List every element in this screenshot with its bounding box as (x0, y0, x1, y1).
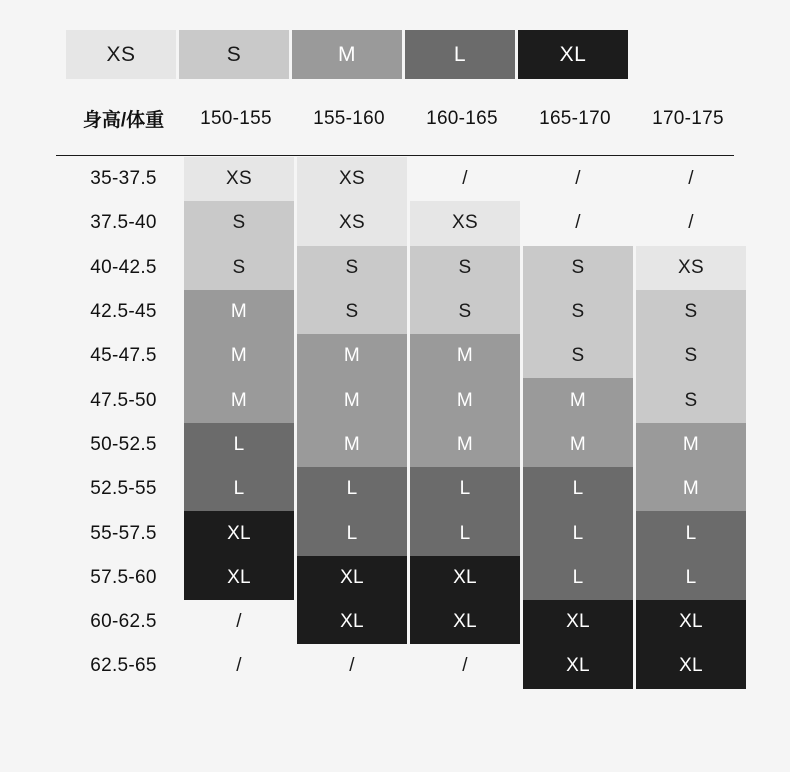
matrix-cell: S (184, 246, 294, 290)
row-label: 47.5-50 (90, 389, 157, 411)
legend-label: XS (106, 42, 136, 66)
matrix-cell: XS (297, 201, 407, 245)
header-column-2: 155-160 (313, 107, 385, 129)
row-label: 50-52.5 (90, 433, 157, 455)
table-row (66, 644, 746, 688)
matrix-cell: XL (184, 556, 294, 600)
table-header-row (66, 105, 743, 132)
matrix-cell: L (410, 467, 520, 511)
row-label: 52.5-55 (90, 478, 157, 500)
matrix-cell: M (410, 423, 520, 467)
matrix-cell: S (523, 290, 633, 334)
legend-label: S (226, 42, 242, 66)
matrix-cell: L (636, 511, 746, 555)
matrix-cell: XS (636, 246, 746, 290)
matrix-cell: / (523, 201, 633, 245)
matrix-cell: M (410, 334, 520, 378)
matrix-cell: M (297, 423, 407, 467)
matrix-cell: XL (410, 600, 520, 644)
matrix-cell: L (523, 556, 633, 600)
legend-swatch-s (179, 30, 289, 79)
matrix-cell: XS (297, 157, 407, 201)
legend-swatch-l (405, 30, 515, 79)
matrix-cell: / (636, 201, 746, 245)
legend-swatch-m (292, 30, 402, 79)
matrix-cell: M (184, 334, 294, 378)
table-row (66, 600, 746, 644)
row-label: 45-47.5 (90, 345, 157, 367)
legend-label: L (453, 42, 467, 66)
header-column-1: 150-155 (200, 107, 272, 129)
table-row (66, 511, 746, 555)
matrix-cell: L (297, 511, 407, 555)
matrix-cell: M (410, 378, 520, 422)
matrix-cell: XL (297, 600, 407, 644)
matrix-cell: S (523, 334, 633, 378)
matrix-cell: S (297, 290, 407, 334)
matrix-cell: / (297, 644, 407, 688)
matrix-cell: XS (184, 157, 294, 201)
matrix-cell: S (636, 334, 746, 378)
matrix-cell: M (184, 378, 294, 422)
matrix-cell: XL (523, 644, 633, 688)
table-row (66, 201, 746, 245)
matrix-cell: XL (523, 600, 633, 644)
table-row (66, 246, 746, 290)
matrix-cell: / (184, 600, 294, 644)
table-row (66, 556, 746, 600)
matrix-cell: / (184, 644, 294, 688)
table-row (66, 423, 746, 467)
matrix-cell: S (523, 246, 633, 290)
matrix-cell: XL (297, 556, 407, 600)
matrix-cell: XL (636, 644, 746, 688)
header-column-5: 170-175 (652, 107, 724, 129)
row-label: 62.5-65 (90, 655, 157, 677)
matrix-cell: XS (410, 201, 520, 245)
row-label: 40-42.5 (90, 256, 157, 278)
header-column-3: 160-165 (426, 107, 498, 129)
row-label: 37.5-40 (90, 212, 157, 234)
header-column-4: 165-170 (539, 107, 611, 129)
header-corner-label: 身高/体重 (82, 110, 165, 131)
matrix-cell: M (297, 378, 407, 422)
row-label: 42.5-45 (90, 301, 157, 323)
matrix-cell: / (410, 644, 520, 688)
matrix-cell: L (523, 467, 633, 511)
matrix-cell: M (184, 290, 294, 334)
matrix-cell: XL (410, 556, 520, 600)
row-label: 57.5-60 (90, 566, 157, 588)
matrix-cell: S (184, 201, 294, 245)
matrix-cell: S (636, 290, 746, 334)
legend-swatch-xl (518, 30, 628, 79)
matrix-cell: M (636, 467, 746, 511)
row-label: 55-57.5 (90, 522, 157, 544)
legend-label: XL (559, 42, 587, 66)
matrix-cell: / (410, 157, 520, 201)
matrix-cell: M (297, 334, 407, 378)
matrix-cell: S (410, 246, 520, 290)
matrix-cell: / (636, 157, 746, 201)
legend-label: M (338, 42, 356, 66)
matrix-cell: L (184, 467, 294, 511)
legend-swatch-xs (66, 30, 176, 79)
matrix-cell: L (184, 423, 294, 467)
matrix-cell: L (410, 511, 520, 555)
table-row (66, 290, 746, 334)
matrix-cell: M (523, 378, 633, 422)
matrix-cell: XL (184, 511, 294, 555)
matrix-cell: S (636, 378, 746, 422)
row-label: 60-62.5 (90, 611, 157, 633)
table-row (66, 378, 746, 422)
matrix-cell: XL (636, 600, 746, 644)
matrix-cell: / (523, 157, 633, 201)
size-legend (66, 30, 628, 79)
table-row (66, 467, 746, 511)
matrix-cell: L (636, 556, 746, 600)
matrix-cell: L (297, 467, 407, 511)
matrix-cell: S (410, 290, 520, 334)
header-divider (56, 155, 734, 156)
matrix-cell: L (523, 511, 633, 555)
table-row (66, 157, 746, 201)
size-matrix (66, 157, 746, 689)
matrix-cell: S (297, 246, 407, 290)
matrix-cell: M (636, 423, 746, 467)
table-row (66, 334, 746, 378)
row-label: 35-37.5 (90, 168, 157, 190)
matrix-cell: M (523, 423, 633, 467)
